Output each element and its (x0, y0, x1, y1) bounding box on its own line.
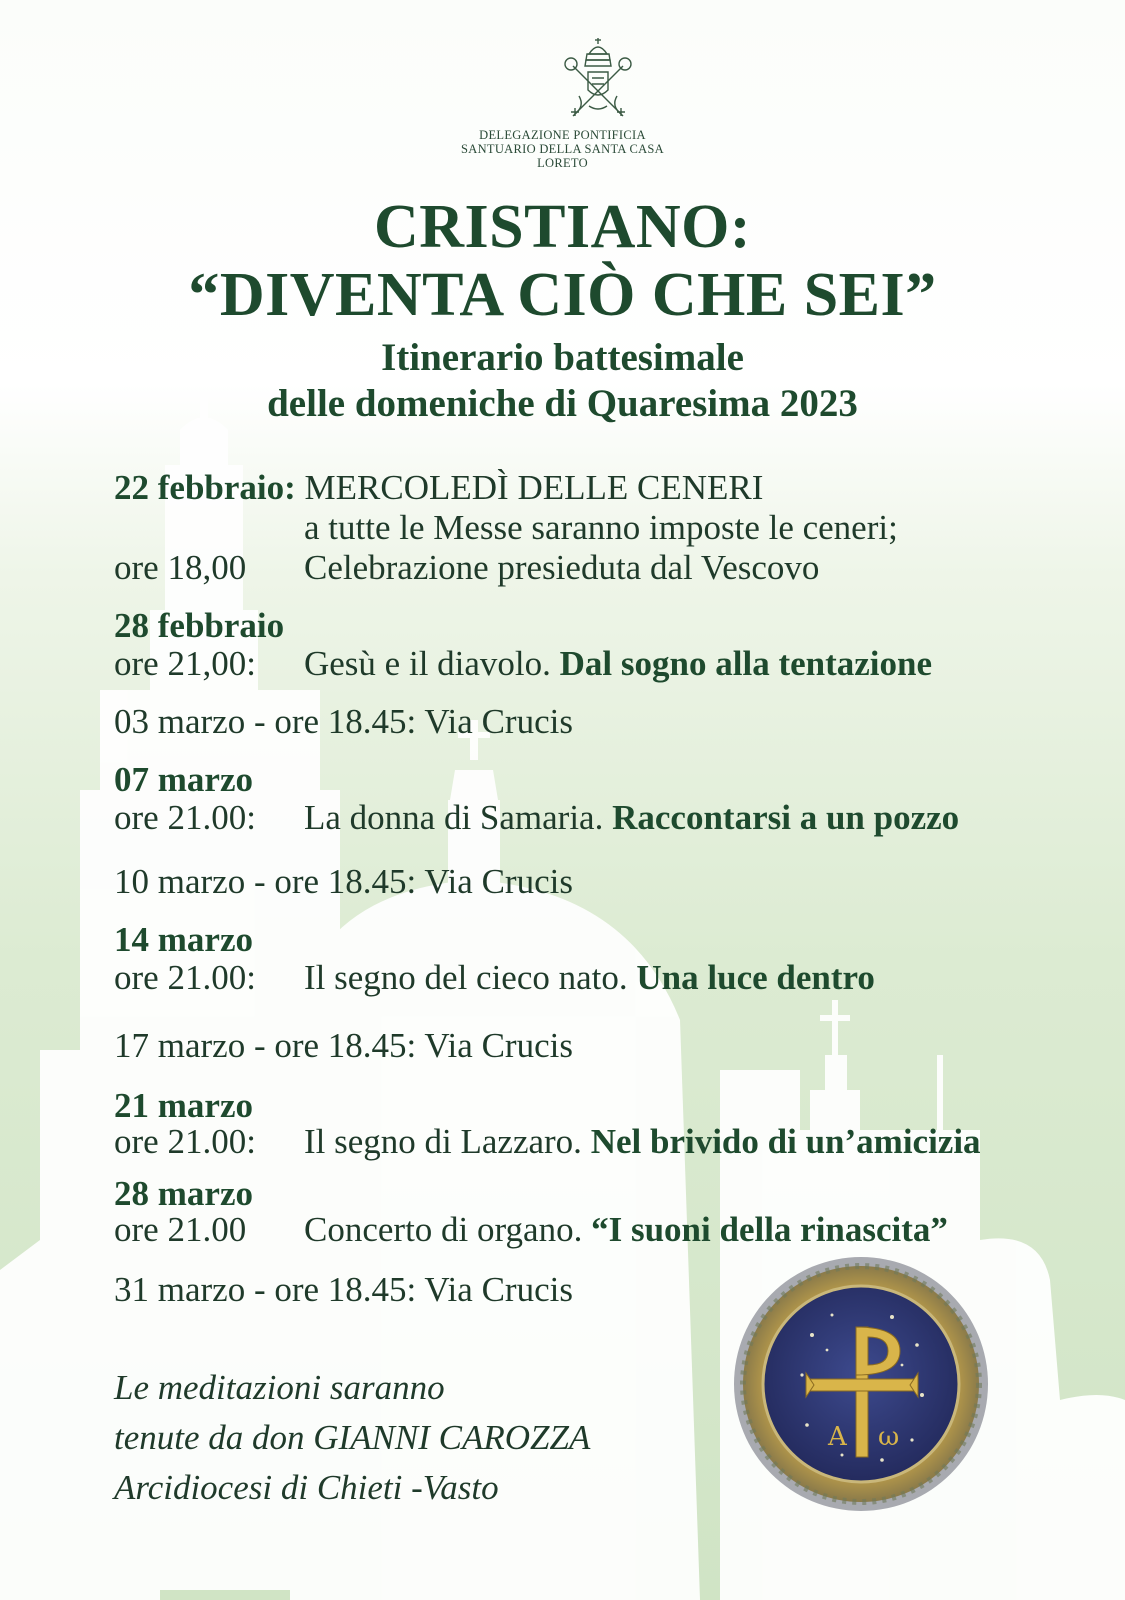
event-6-desc: Il segno del cieco nato. (304, 958, 628, 997)
event-2-line (304, 644, 932, 684)
event-2-date-text: 28 febbraio (114, 606, 285, 645)
chi-rho-alpha-omega-mosaic-icon (732, 1255, 990, 1513)
event-5-text: 10 marzo - ore 18.45: Via Crucis (114, 862, 573, 901)
event-6-highlight: Una luce dentro (636, 958, 875, 997)
event-6-date-text: 14 marzo (114, 920, 253, 959)
footer-line-1: Le meditazioni saranno (114, 1368, 445, 1407)
event-8-date-text: 21 marzo (114, 1086, 253, 1125)
event-8-date (114, 1086, 253, 1126)
subtitle-line-2: delle domeniche di Quaresima 2023 (267, 382, 858, 425)
event-10-text: 31 marzo - ore 18.45: Via Crucis (114, 1270, 573, 1309)
event-4-date-text: 07 marzo (114, 760, 253, 799)
main-title-line-1: CRISTIANO: (373, 193, 752, 261)
event-2-date (114, 606, 284, 646)
event-9-line (304, 1210, 948, 1250)
event-4-date (114, 760, 253, 800)
event-8-line (304, 1122, 981, 1162)
event-4-desc: La donna di Samaria. (304, 798, 604, 837)
institution-line-3: LORETO (537, 156, 588, 170)
event-4-time: ore 21.00: (114, 798, 256, 837)
event-4-highlight: Raccontarsi a un pozzo (612, 798, 960, 837)
event-1-date: 22 febbraio: (114, 468, 296, 507)
event-6-time: ore 21.00: (114, 958, 256, 997)
event-4-line (304, 798, 959, 838)
event-8-highlight: Nel brivido di un’amicizia (590, 1122, 981, 1161)
event-2-time: ore 21,00: (114, 644, 256, 683)
event-2-highlight: Dal sogno alla tentazione (559, 644, 933, 683)
footer-line-2: tenute da don GIANNI CAROZZA (114, 1418, 591, 1457)
event-9-time: ore 21.00 (114, 1210, 247, 1249)
event-1-time: ore 18,00 (114, 548, 247, 587)
event-9-date (114, 1174, 253, 1214)
event-1-title: MERCOLEDÌ DELLE CENERI (304, 468, 764, 507)
event-6-date (114, 920, 253, 960)
footer-line-3: Arcidiocesi di Chieti -Vasto (114, 1468, 499, 1507)
event-8-time: ore 21.00: (114, 1122, 256, 1161)
event-8-desc: Il segno di Lazzaro. (304, 1122, 582, 1161)
event-6-line (304, 958, 875, 998)
event-1-heading (114, 468, 763, 508)
event-9-date-text: 28 marzo (114, 1174, 253, 1213)
event-3-text: 03 marzo - ore 18.45: Via Crucis (114, 702, 573, 741)
institution-line-1: DELEGAZIONE PONTIFICIA (479, 128, 646, 142)
subtitle-line-1: Itinerario battesimale (381, 336, 744, 379)
event-9-highlight: “I suoni della rinascita” (591, 1210, 948, 1249)
event-1-desc: Celebrazione presieduta dal Vescovo (304, 548, 820, 587)
event-7-text: 17 marzo - ore 18.45: Via Crucis (114, 1026, 573, 1065)
event-2-desc: Gesù e il diavolo. (304, 644, 551, 683)
main-title-line-2: “DIVENTA CIÒ CHE SEI” (188, 261, 937, 329)
event-9-desc: Concerto di organo. (304, 1210, 583, 1249)
svg-text:A: A (828, 1422, 847, 1452)
svg-text:ω: ω (878, 1422, 900, 1452)
papal-coat-of-arms-icon (555, 36, 641, 122)
event-1-note: a tutte le Messe saranno imposte le ceneri; (304, 508, 898, 547)
institution-line-2: SANTUARIO DELLA SANTA CASA (461, 142, 664, 156)
